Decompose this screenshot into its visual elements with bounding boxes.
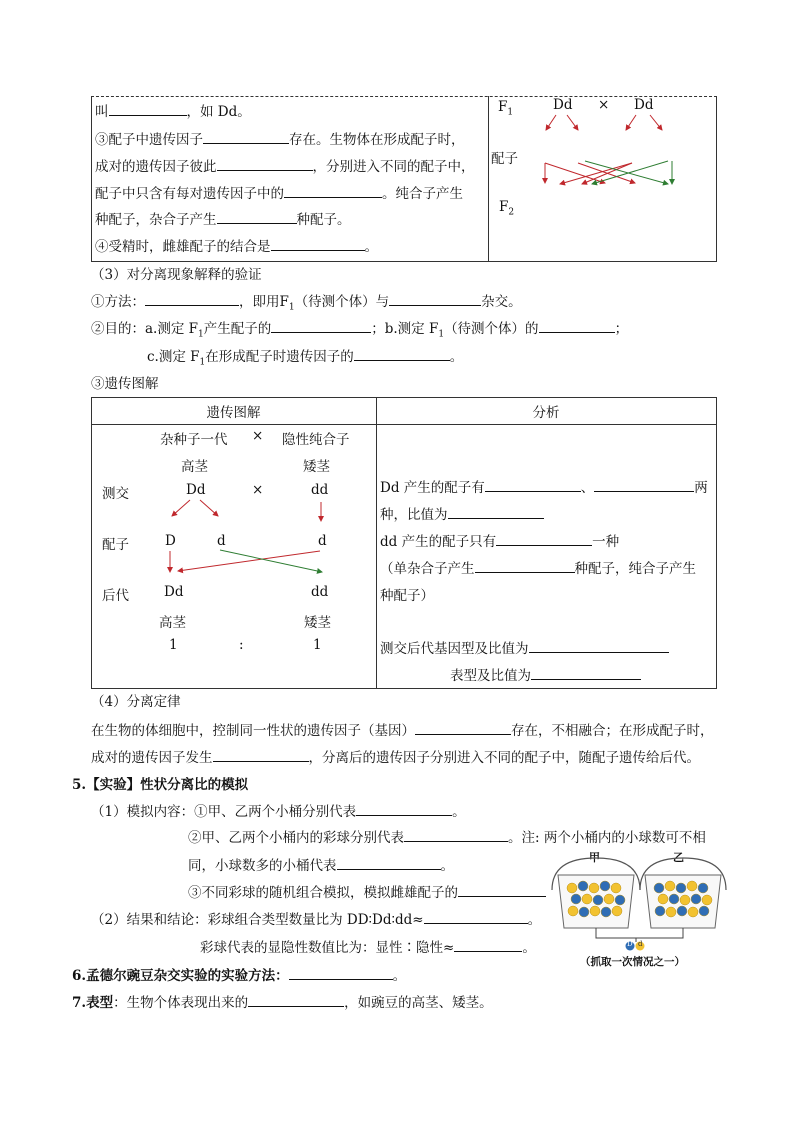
- gamete-D: D: [165, 533, 176, 549]
- picked-D-text: D: [627, 940, 633, 948]
- ratio-1: 1: [169, 637, 178, 653]
- gamete-d-2: d: [318, 533, 327, 549]
- s3-title: （3）对分离现象解释的验证: [91, 267, 262, 283]
- top-line-4: 配子中只含有每对遗传因子中的 。纯合子产生: [95, 186, 463, 202]
- offspring-label: 后代: [102, 588, 129, 604]
- analysis-7: 表型及比值为: [450, 664, 641, 684]
- testcross-label: 测交: [102, 486, 129, 502]
- top-line-1: 叫 ，如 Dd。: [95, 104, 251, 120]
- s3-diagram-label: ③遗传图解: [91, 376, 159, 392]
- tall-label: 高茎: [181, 459, 208, 475]
- gamete-d-1: d: [217, 533, 226, 549]
- s5-content-3: 同，小球数多的小桶代表 。: [188, 858, 454, 874]
- cross-label-2: ×: [252, 482, 264, 498]
- s5-heading: 5.【实验】性状分离比的模拟: [72, 777, 249, 793]
- offspring-tall: 高茎: [159, 615, 186, 631]
- analysis-1: Dd 产生的配子有 、 两: [380, 480, 708, 496]
- s5-content-4: ③不同彩球的随机组合模拟，模拟雌雄配子的: [188, 881, 546, 901]
- homo-label: 隐性纯合子: [282, 432, 350, 448]
- parent-right: Dd: [634, 97, 654, 113]
- header-analysis: 分析: [532, 405, 560, 421]
- short-label: 矮茎: [303, 459, 330, 475]
- bucket-label-jia: 甲: [589, 851, 600, 864]
- picked-d-text: d: [638, 940, 643, 948]
- s6-line: 6.孟德尔豌豆杂交实验的实验方法： 。: [72, 968, 407, 984]
- s5-result-2: 彩球代表的显隐性数值比为：显性∶隐性≈ 。: [200, 940, 536, 956]
- header-diagram: 遗传图解: [206, 405, 261, 421]
- s5-result-1: （2）结果和结论：彩球组合类型数量比为 DD∶Dd∶dd≈ 。: [91, 912, 542, 928]
- f1-label: $F_1$: [498, 99, 514, 118]
- bucket-label-yi: 乙: [673, 851, 684, 864]
- s4-line-2: 成对的遗传因子发生 ，分离后的遗传因子分别进入不同的配子中，随配子遗传给后代。: [91, 750, 700, 766]
- s4-title: （4）分离定律: [91, 694, 181, 710]
- top-line-6: ④受精时，雌雄配子的结合是 。: [95, 239, 378, 255]
- s3-purpose-1: ②目的：a.测定 $F_1$产生配子的 ；b.测定 $F_1$（待测个体）的 ；: [91, 321, 629, 340]
- analysis-4: （单杂合子产生 种配子，纯合子产生: [380, 561, 696, 577]
- hetero-label: 杂种子一代: [160, 432, 228, 448]
- s5-content-2: ②甲、乙两个小桶内的彩球分别代表 。注: 两个小桶内的小球数可不相: [188, 830, 706, 846]
- analysis-5: 种配子）: [380, 588, 434, 604]
- s3-purpose-2: c.测定 $F_1$在形成配子时遗传因子的 。: [147, 349, 464, 368]
- offspring-Dd: Dd: [164, 584, 184, 600]
- gamete-row-label: 配子: [102, 537, 129, 553]
- s7-line: 7.表型：生物个体表现出来的 ，如豌豆的高茎、矮茎。: [72, 995, 493, 1011]
- cross-symbol: ×: [598, 97, 610, 113]
- s4-line-1: 在生物的体细胞中，控制同一性状的遗传因子（基因） 存在，不相融合；在形成配子时，: [91, 723, 714, 739]
- analysis-6: 测交后代基因型及比值为: [380, 637, 669, 657]
- parent-left: Dd: [553, 97, 573, 113]
- bucket-caption: （抓取一次情况之一）: [580, 956, 685, 968]
- s3-method: ①方法： ，即用$F_1$（待测个体）与 杂交。: [91, 294, 522, 313]
- top-line-5: 种配子，杂合子产生 种配子。: [95, 212, 351, 228]
- cross-label-1: ×: [252, 428, 264, 444]
- parent-dd: dd: [311, 482, 329, 498]
- s5-content-1: （1）模拟内容：①甲、乙两个小桶分别代表 。: [91, 804, 466, 820]
- parent-Dd: Dd: [186, 482, 206, 498]
- top-line-2: ③配子中遗传因子 存在。生物体在形成配子时，: [95, 132, 465, 148]
- ratio-2: 1: [313, 637, 322, 653]
- top-line-3: 成对的遗传因子彼此 ，分别进入不同的配子中，: [95, 159, 475, 175]
- ratio-colon: :: [239, 637, 244, 653]
- offspring-short: 矮茎: [304, 615, 331, 631]
- gamete-label: 配子: [491, 151, 518, 167]
- offspring-dd: dd: [311, 584, 329, 600]
- f2-label: $F_2$: [499, 199, 515, 218]
- analysis-3: dd 产生的配子只有 一种: [380, 534, 620, 550]
- analysis-2: 种，比值为: [380, 503, 544, 523]
